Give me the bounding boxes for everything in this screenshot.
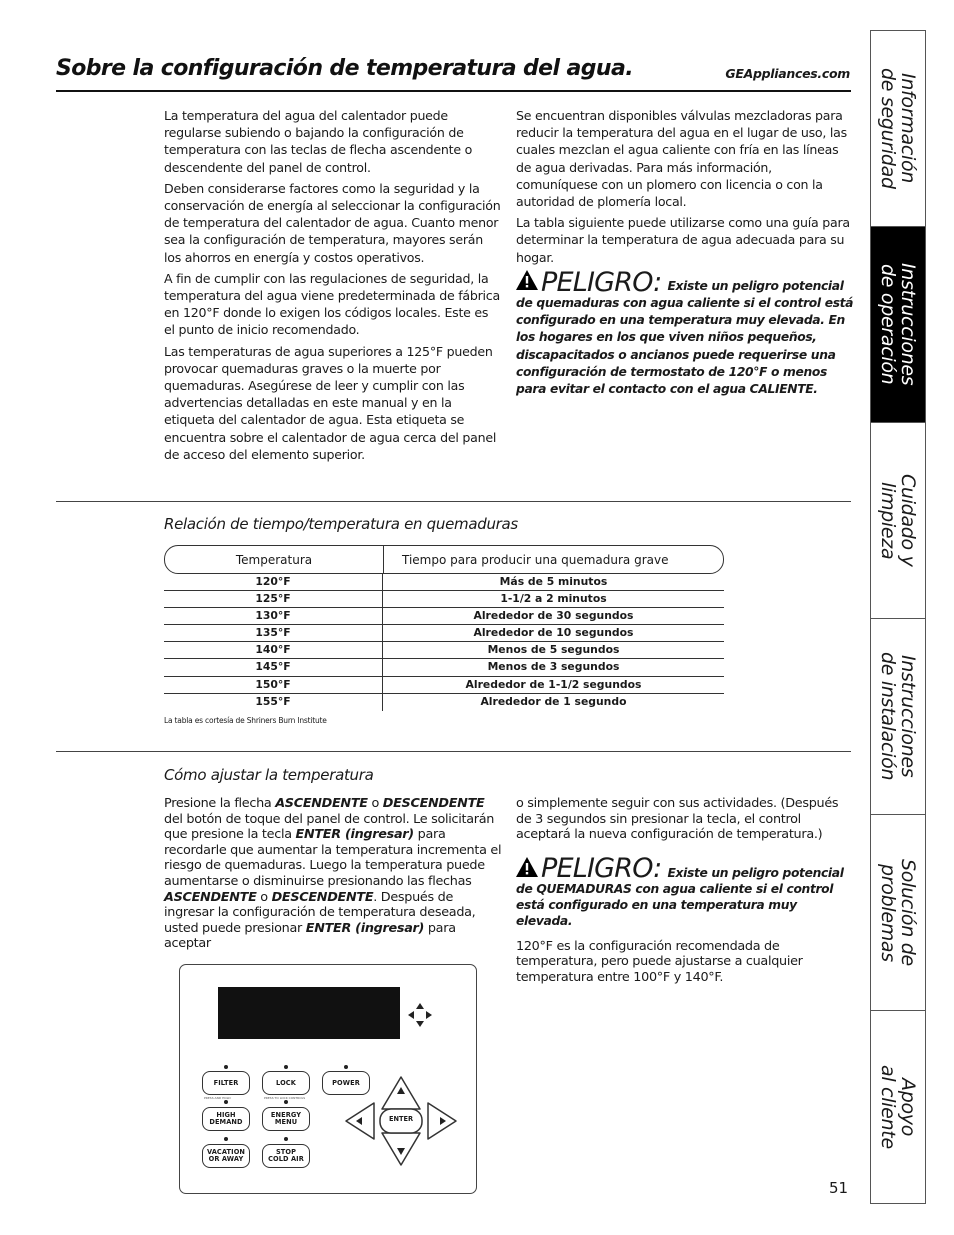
page-title: Sobre la configuración de temperatura del agua. [56,56,633,81]
vacation-button[interactable]: VACATION OR AWAY [202,1144,250,1168]
temperature-cell: 150°F [164,677,383,693]
navigate-arrows-icon [406,1001,434,1033]
burn-time-cell: Alrededor de 30 segundos [473,609,634,623]
table-row [164,591,724,608]
burn-time-cell: Más de 5 minutos [499,575,608,588]
warning-triangle-icon [516,857,538,881]
title-rule [56,90,851,92]
burn-time-cell: 1-1/2 a 2 minutos [500,592,607,606]
table-row [164,659,724,676]
table-row [164,642,724,659]
high-demand-button[interactable]: HIGH DEMAND [202,1107,250,1131]
indicator-light [224,1100,228,1104]
burn-time-cell: Alrededor de 1 segundo [480,694,627,708]
danger-text: Existe un peligro potencial de quemaduras con agua caliente si el control está configurado en una temperatura muy elevada. En los hogares en los que viven niños pequeños, discapacitados o ancianos puede requerirse una configuración de termostato de 120°F o menos para evitar el contacto con el agua CALIENTE. [516,278,854,397]
intro-right-column [516,107,854,398]
indicator-light [284,1065,288,1069]
adjust-left-column [164,796,504,952]
indicator-light [344,1065,348,1069]
warning-triangle-icon [516,270,538,295]
table-title: Relación de tiempo/temperatura en quemaduras [164,515,518,533]
danger-notice [516,852,854,929]
tab-cuidado[interactable]: Cuidado y limpieza [877,474,919,567]
control-panel-illustration [179,964,477,1194]
table-header-cell: Tiempo para producir una quemadura grave [402,552,669,567]
intro-paragraph: La tabla siguiente puede utilizarse como una guía para determinar la temperatura de agua adecuada para su hogar. [516,215,850,265]
burn-time-cell: Menos de 3 segundos [487,660,620,674]
temperature-cell: 130°F [164,608,383,624]
tab-seguridad[interactable]: Información de seguridad [877,68,919,189]
tab-instalacion[interactable]: Instrucciones de instalación [877,652,919,781]
danger-heading: PELIGRO: [541,852,662,884]
section-divider [56,751,851,752]
temperature-cell: 155°F [164,694,383,711]
adjust-title: Cómo ajustar la temperatura [164,766,374,784]
tab-operacion[interactable]: Instrucciones de operación [871,227,925,422]
adjust-right-column [516,796,854,986]
burn-time-table [164,545,724,725]
filter-button[interactable]: FILTER [202,1071,250,1095]
intro-left-column [164,107,502,467]
adjust-paragraph: 120°F es la configuración recomendada de temperatura, pero puede ajustarse a cualquier temperatura entre 100°F y 140°F. [516,938,803,985]
table-header-cell: Temperatura [165,546,384,573]
temperature-cell: 120°F [164,574,383,590]
indicator-light [284,1137,288,1141]
table-credit: La tabla es cortesía de Shriners Burn Institute [164,715,327,725]
burn-time-cell: Alrededor de 10 segundos [473,626,634,640]
section-tabs [870,30,926,1204]
table-row [164,625,724,642]
intro-paragraph: Deben considerarse factores como la seguridad y la conservación de energía al seleccionar la configuración de temperatura del calentador de agua. Cuanto menor sea la configuración de temperatura, mayores serán los ahorros en energía y costos operativos. [164,180,501,265]
stop-cold-air-button[interactable]: STOP COLD AIR [262,1144,310,1168]
panel-display [218,987,400,1039]
section-divider [56,501,851,502]
temperature-cell: 125°F [164,591,383,607]
enter-button-label[interactable]: ENTER [388,1115,414,1123]
adjust-paragraph: Presione la flecha ASCENDENTE o DESCENDENTE del botón de toque del panel de control. Le solicitarán que presione la tecla ENTER (ingresar) para recordarle que aumentar la temperatura incrementa el riesgo de quemaduras. Luego la temperatura puede aumentarse o disminuirse presionando las flechas ASCENDENTE o DESCENDENTE. Después de ingresar la configuración de temperatura deseada, usted puede presionar ENTER (ingresar) para aceptar [164,796,502,952]
page-number: 51 [829,1179,849,1197]
table-row [164,574,724,591]
burn-time-cell: Menos de 5 segundos [487,643,620,657]
power-button[interactable]: POWER [322,1071,370,1095]
burn-time-cell: Alrededor de 1-1/2 segundos [465,677,642,691]
intro-paragraph: A fin de cumplir con las regulaciones de seguridad, la temperatura del agua viene predeterminada de fábrica en 120°F donde lo exigen los códigos locales. Este es el punto de inicio recomendado. [164,270,500,338]
filter-hint: PRESS AND HOLD [204,1096,231,1100]
site-url[interactable]: GEAppliances.com [725,66,850,81]
intro-paragraph: Las temperaturas de agua superiores a 125°F pueden provocar quemaduras graves o la muerte por quemaduras. Asegúrese de leer y cumplir con las advertencias detalladas en este manual y en la etiqueta del calentador de agua. Esta etiqueta se encuentra sobre el calentador de agua cerca del panel de acceso del elemento superior. [164,343,497,462]
table-row [164,677,724,694]
intro-paragraph: Se encuentran disponibles válvulas mezcladoras para reducir la temperatura del agua en el lugar de uso, las cuales mezclan el agua caliente con fría en las líneas de agua derivadas. Para más información, comuníquese con un plomero con licencia o con la autoridad de plomería local. [516,108,847,210]
table-row [164,694,724,711]
tab-problemas[interactable]: Solución de problemas [877,859,919,966]
adjust-paragraph: o simplemente seguir con sus actividades. (Después de 3 segundos sin presionar la tecla, el control aceptará la nueva configuración de temperatura.) [516,796,839,843]
directional-pad [344,1075,458,1171]
table-body [164,574,724,711]
danger-text: Existe un peligro potencial de QUEMADURAS con agua caliente si el control está configurado en una temperatura muy elevada. [516,865,844,928]
lock-button[interactable]: LOCK [262,1071,310,1095]
indicator-light [224,1065,228,1069]
temperature-cell: 145°F [164,659,383,675]
intro-paragraph: La temperatura del agua del calentador puede regularse subiendo o bajando la configuración de temperatura con las teclas de flecha ascendente o descendente del panel de control. [164,108,473,175]
indicator-light [284,1100,288,1104]
tab-apoyo[interactable]: Apoyo al cliente [877,1065,919,1149]
table-header [164,545,724,574]
temperature-cell: 135°F [164,625,383,641]
indicator-light [224,1137,228,1141]
temperature-cell: 140°F [164,642,383,658]
danger-heading: PELIGRO: [541,267,662,299]
energy-menu-button[interactable]: ENERGY MENU [262,1107,310,1131]
danger-notice [516,267,854,398]
table-row [164,608,724,625]
lock-hint: PRESS TO LOCK CONTROLS [264,1096,306,1100]
